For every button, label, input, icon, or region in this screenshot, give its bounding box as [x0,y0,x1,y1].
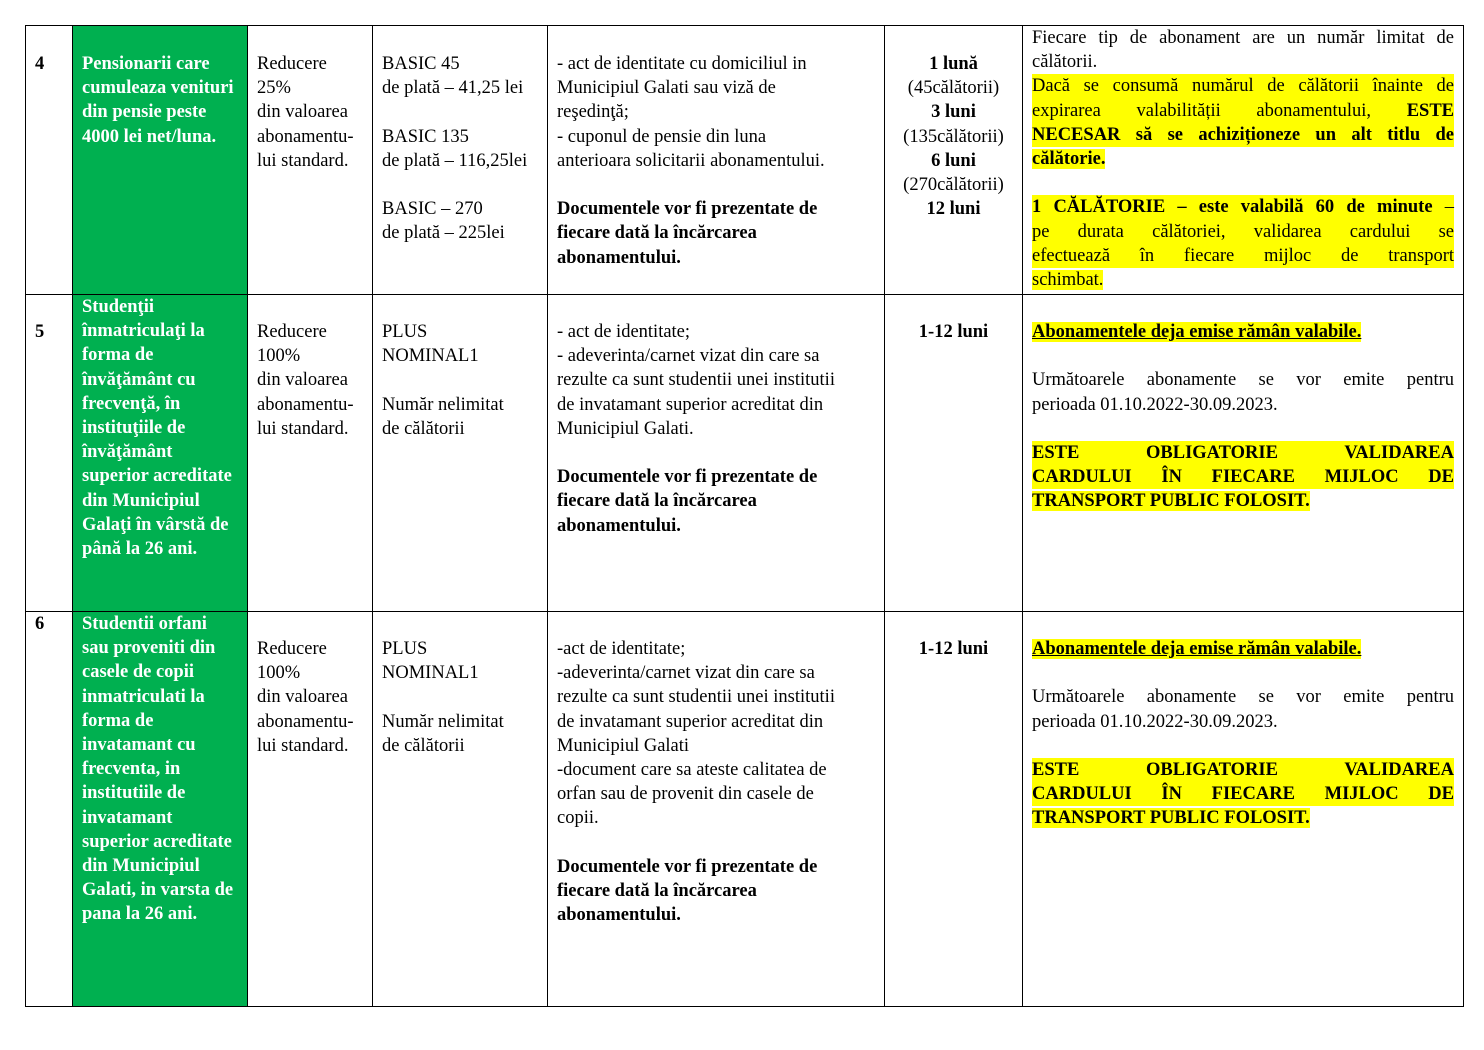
table-row [26,295,1464,612]
subscription-type-cell: PLUS NOMINAL1 Număr nelimitat de călătorii [373,612,548,1007]
trip-limit-warning: Dacă se consumă numărul de călătorii înainte de [1032,74,1454,98]
discount-cell: Reducere 25% din valoarea abonamentu- lui standard. [248,26,373,295]
observations-cell: Abonamentele deja emise rămân valabile. Următoarele abonamente se vor emite pentru perioada 01.10.2022-30.09.2023. ESTE OBLIGATORIE VALIDAREA CARDULUI ÎN FIECARE MIJLOC DE TRANSPORT PUBLIC FOLOSIT. [1023,295,1464,612]
table-row [26,26,1464,295]
beneficiary-category: Pensionarii care cumuleaza venituri din pensie peste 4000 lei net/luna. [73,26,248,295]
observations-cell: Fiecare tip de abonament are un număr limitat de călătorii. Dacă se consumă numărul de călătorii înainte de expirarea valabilității abonamentului, ESTE NECESAR să se achiziționeze un alt titlu de călătorie. 1 CĂLĂTORIE – este valabilă 60 de minute – pe durata călătoriei, validarea cardului se efectuează în fiecare mijloc de transport schimbat. [1023,26,1464,295]
required-documents-cell: - act de identitate cu domiciliul in Municipiul Galati sau viză de reşedinţă; - cuponul de pensie din luna anterioara solicitarii abonamentului. Documentele vor fi prezentate de fiecare dată la încărcarea abonamentului. [548,26,885,295]
subscription-type-cell: BASIC 45 de plată – 41,25 lei BASIC 135 de plată – 116,25lei BASIC – 270 de plată – 225lei [373,26,548,295]
validity-cell: 1-12 luni [885,295,1023,612]
validity-cell: 1 lună (45călătorii) 3 luni (135călătorii) 6 luni (270călătorii) 12 luni [885,26,1023,295]
validity-cell: 1-12 luni [885,612,1023,1007]
table-row [26,612,1464,1007]
subscription-type-cell: PLUS NOMINAL1 Număr nelimitat de călătorii [373,295,548,612]
single-trip-rule: 1 CĂLĂTORIE – este valabilă 60 de minute – [1032,195,1454,219]
beneficiary-category: Studentii orfani sau proveniti din casele de copii inmatriculati la forma de invatamant cu frecventa, in institutiile de invatamant superior acreditate din Municipiul Galati, in varsta de pana la 26 ani. [73,612,248,1007]
mandatory-validation-note: ESTE OBLIGATORIE VALIDAREA [1032,441,1454,465]
row-number: 6 [26,612,73,1007]
discount-cell: Reducere 100% din valoarea abonamentu- lui standard. [248,295,373,612]
subscription-table [25,25,1464,1007]
discount-cell: Reducere 100% din valoarea abonamentu- lui standard. [248,612,373,1007]
mandatory-validation-note: ESTE OBLIGATORIE VALIDAREA [1032,758,1454,782]
row-number: 5 [26,295,73,612]
beneficiary-category: Studenţii înmatriculaţi la forma de învăţământ cu frecvenţă, în instituţiile de învăţământ superior acreditate din Municipiul Galaţi în vârstă de până la 26 ani. [73,295,248,612]
valid-subscriptions-note: Abonamentele deja emise rămân valabile. [1032,639,1362,659]
row-number: 4 [26,26,73,295]
observations-cell: Abonamentele deja emise rămân valabile. Următoarele abonamente se vor emite pentru perioada 01.10.2022-30.09.2023. ESTE OBLIGATORIE VALIDAREA CARDULUI ÎN FIECARE MIJLOC DE TRANSPORT PUBLIC FOLOSIT. [1023,612,1464,1007]
valid-subscriptions-note: Abonamentele deja emise rămân valabile. [1032,322,1362,342]
required-documents-cell: - act de identitate; - adeverinta/carnet vizat din care sa rezulte ca sunt studentii unei institutii de invatamant superior acreditat din Municipiul Galati. Documentele vor fi prezentate de fiecare dată la încărcarea abonamentului. [548,295,885,612]
required-documents-cell: -act de identitate; -adeverinta/carnet vizat din care sa rezulte ca sunt studentii unei institutii de invatamant superior acreditat din Municipiul Galati -document care sa ateste calitatea de orfan sau de provenit din casele de copii. Documentele vor fi prezentate de fiecare dată la încărcarea abonamentului. [548,612,885,1007]
